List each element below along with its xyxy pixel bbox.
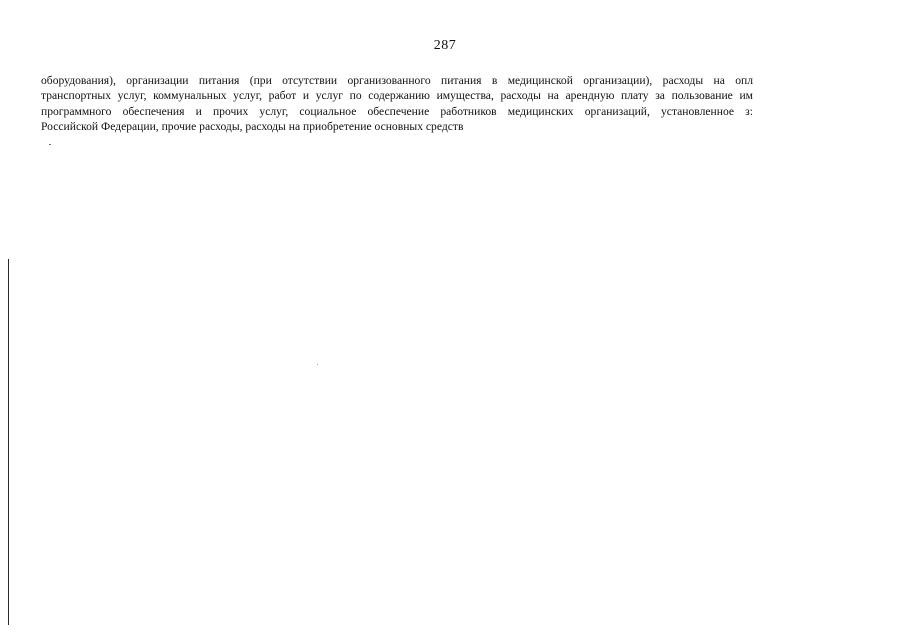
page-number: 287 xyxy=(433,38,457,53)
text-line: оборудования), организации питания (при отсутствии организованного питания в медицинской организации), расходы на опл xyxy=(41,74,753,87)
scan-margin-line xyxy=(8,259,9,625)
body-paragraph xyxy=(41,73,753,135)
text-line: программного обеспечения и прочих услуг, социальное обеспечение работников медицинских организаций, установленное з: xyxy=(41,104,753,118)
text-line: транспортных услуг, коммунальных услуг, работ и услуг по содержанию имущества, расходы на арендную плату за пользование им xyxy=(41,89,753,103)
scan-speck xyxy=(49,144,51,145)
text-line: Российской Федерации, прочие расходы, расходы на приобретение основных средств xyxy=(41,120,464,134)
scan-speck xyxy=(317,364,318,365)
